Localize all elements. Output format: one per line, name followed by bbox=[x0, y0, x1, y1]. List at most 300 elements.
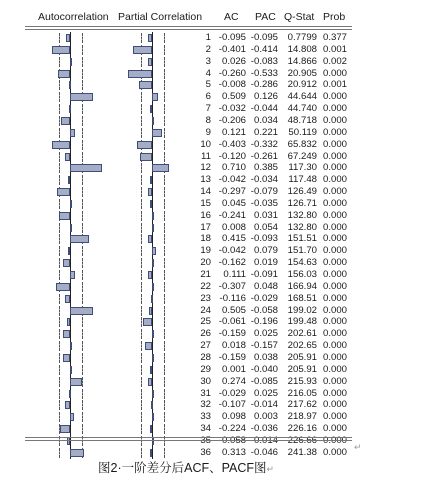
pac-bar bbox=[152, 212, 154, 220]
ac-bar bbox=[65, 401, 70, 409]
pac-value-cell: 0.014 bbox=[253, 434, 278, 446]
prob-cell: 0.000 bbox=[322, 411, 347, 423]
ac-bar bbox=[60, 425, 70, 433]
pac-value-cell: 0.019 bbox=[253, 257, 278, 269]
pac-confidence-lower bbox=[141, 377, 142, 387]
pac-value-cell: -0.040 bbox=[250, 363, 278, 375]
pac-confidence-lower bbox=[141, 306, 142, 316]
lag-cell: 28 bbox=[200, 351, 211, 363]
lag-cell: 21 bbox=[200, 269, 211, 280]
header-rule-bottom bbox=[25, 29, 352, 30]
pac-confidence-lower bbox=[141, 317, 142, 327]
ac-confidence-upper bbox=[82, 175, 83, 185]
table-row bbox=[25, 139, 352, 151]
prob-cell: 0.000 bbox=[322, 186, 347, 198]
ac-value-cell: 0.509 bbox=[221, 91, 246, 103]
pac-bar bbox=[133, 46, 152, 54]
prob-cell: 0.000 bbox=[322, 197, 347, 209]
table-row bbox=[25, 399, 352, 411]
ac-value-cell: -0.401 bbox=[218, 43, 246, 55]
pac-confidence-lower bbox=[141, 282, 142, 292]
ac-value-cell: -0.120 bbox=[218, 150, 246, 162]
pac-zero-line bbox=[152, 340, 153, 352]
q-stat-cell: 44.740 bbox=[287, 103, 317, 115]
q-stat-cell: 151.70 bbox=[287, 245, 317, 257]
pac-value-cell: -0.035 bbox=[250, 197, 278, 209]
pac-value-cell: -0.029 bbox=[250, 292, 278, 304]
table-row bbox=[25, 388, 352, 400]
ac-bar bbox=[65, 295, 70, 303]
prob-cell: 0.000 bbox=[322, 340, 347, 352]
pac-confidence-upper bbox=[164, 341, 165, 351]
ac-value-cell: -0.042 bbox=[218, 174, 246, 186]
pac-confidence-lower bbox=[141, 400, 142, 410]
ac-confidence-upper bbox=[82, 116, 83, 126]
pac-zero-line bbox=[152, 151, 153, 163]
pac-bar bbox=[149, 307, 152, 315]
ac-value-cell: -0.008 bbox=[218, 79, 246, 91]
ac-confidence-upper bbox=[82, 45, 83, 55]
q-stat-cell: 216.05 bbox=[287, 387, 317, 399]
ac-confidence-lower bbox=[59, 270, 60, 280]
pac-confidence-lower bbox=[141, 92, 142, 102]
pac-value-cell: -0.093 bbox=[250, 233, 278, 245]
ac-zero-line bbox=[70, 32, 71, 44]
pac-confidence-upper bbox=[164, 234, 165, 244]
ac-confidence-lower bbox=[59, 389, 60, 399]
pac-confidence-upper bbox=[164, 116, 165, 126]
prob-cell: 0.000 bbox=[322, 67, 347, 79]
pac-confidence-upper bbox=[164, 69, 165, 79]
pac-bar bbox=[148, 34, 152, 42]
table-row bbox=[25, 269, 352, 281]
prob-cell: 0.000 bbox=[322, 209, 347, 221]
table-row bbox=[25, 233, 352, 245]
pac-zero-line bbox=[152, 32, 153, 44]
ac-zero-line bbox=[70, 186, 71, 198]
ac-value-cell: 0.098 bbox=[221, 411, 246, 423]
ac-confidence-upper bbox=[82, 104, 83, 114]
pac-confidence-lower bbox=[141, 223, 142, 233]
pac-confidence-lower bbox=[141, 329, 142, 339]
pac-confidence-lower bbox=[141, 104, 142, 114]
pac-confidence-upper bbox=[164, 448, 165, 458]
lag-cell: 20 bbox=[200, 257, 211, 269]
prob-cell: 0.000 bbox=[322, 221, 347, 233]
q-stat-cell: 154.63 bbox=[287, 257, 317, 269]
ac-value-cell: 0.710 bbox=[221, 162, 246, 174]
pac-confidence-lower bbox=[141, 270, 142, 280]
lag-cell: 23 bbox=[200, 292, 211, 304]
ac-bar bbox=[69, 390, 71, 398]
pac-bar bbox=[151, 295, 153, 303]
ac-bar bbox=[65, 153, 70, 161]
prob-cell: 0.000 bbox=[322, 91, 347, 103]
lag-cell: 35 bbox=[200, 434, 211, 446]
ac-zero-line bbox=[70, 44, 71, 56]
ac-value-cell: 0.313 bbox=[221, 446, 246, 458]
pac-confidence-lower bbox=[141, 353, 142, 363]
pac-bar bbox=[151, 401, 153, 409]
pac-confidence-upper bbox=[164, 104, 165, 114]
ac-confidence-lower bbox=[59, 341, 60, 351]
pac-confidence-upper bbox=[164, 400, 165, 410]
pac-bar bbox=[150, 366, 152, 374]
table-row bbox=[25, 376, 352, 388]
ac-confidence-upper bbox=[82, 57, 83, 67]
prob-cell: 0.000 bbox=[322, 328, 347, 340]
ac-bar bbox=[70, 93, 93, 101]
lag-cell: 9 bbox=[205, 126, 211, 138]
ac-confidence-lower bbox=[59, 116, 60, 126]
pac-confidence-upper bbox=[164, 317, 165, 327]
pac-value-cell: 0.079 bbox=[253, 245, 278, 257]
pac-confidence-lower bbox=[141, 246, 142, 256]
pac-zero-line bbox=[152, 305, 153, 317]
ac-confidence-lower bbox=[59, 57, 60, 67]
ac-confidence-lower bbox=[59, 365, 60, 375]
pac-zero-line bbox=[152, 186, 153, 198]
pac-zero-line bbox=[152, 316, 153, 328]
table-row bbox=[25, 293, 352, 305]
ac-zero-line bbox=[70, 210, 71, 222]
prob-cell: 0.002 bbox=[322, 55, 347, 67]
ac-value-cell: -0.095 bbox=[218, 32, 246, 43]
q-stat-cell: 132.80 bbox=[287, 221, 317, 233]
prob-cell: 0.000 bbox=[322, 245, 347, 257]
ac-bar bbox=[52, 46, 70, 54]
ac-zero-line bbox=[70, 293, 71, 305]
pac-bar bbox=[148, 378, 152, 386]
pac-bar bbox=[148, 235, 152, 243]
pac-confidence-lower bbox=[141, 33, 142, 43]
pac-value-cell: 0.025 bbox=[253, 387, 278, 399]
pac-confidence-upper bbox=[164, 389, 165, 399]
table-row bbox=[25, 79, 352, 91]
pac-bar bbox=[152, 129, 162, 137]
ac-bar bbox=[69, 105, 71, 113]
ac-zero-line bbox=[70, 328, 71, 340]
table-row bbox=[25, 222, 352, 234]
ac-bar bbox=[57, 188, 70, 196]
ac-value-cell: 0.274 bbox=[221, 375, 246, 387]
paragraph-mark: ↵ bbox=[354, 442, 362, 452]
ac-zero-line bbox=[70, 68, 71, 80]
pac-confidence-upper bbox=[164, 92, 165, 102]
table-row bbox=[25, 257, 352, 269]
pac-bar bbox=[152, 390, 154, 398]
ac-confidence-lower bbox=[59, 329, 60, 339]
ac-confidence-upper bbox=[82, 282, 83, 292]
pac-confidence-lower bbox=[141, 294, 142, 304]
pac-bar bbox=[150, 200, 152, 208]
pac-zero-line bbox=[152, 68, 153, 80]
q-stat-cell: 20.905 bbox=[287, 67, 317, 79]
pac-value-cell: -0.286 bbox=[250, 79, 278, 91]
prob-cell: 0.000 bbox=[322, 363, 347, 375]
pac-confidence-upper bbox=[164, 282, 165, 292]
pac-confidence-lower bbox=[141, 187, 142, 197]
ac-value-cell: -0.159 bbox=[218, 328, 246, 340]
q-stat-cell: 67.249 bbox=[287, 150, 317, 162]
lag-cell: 32 bbox=[200, 399, 211, 411]
ac-confidence-lower bbox=[59, 234, 60, 244]
pac-bar bbox=[152, 117, 154, 125]
pac-confidence-lower bbox=[141, 199, 142, 209]
prob-cell: 0.000 bbox=[322, 434, 347, 446]
q-stat-cell: 241.38 bbox=[287, 446, 317, 458]
table-row bbox=[25, 174, 352, 186]
prob-cell: 0.000 bbox=[322, 126, 347, 138]
ac-bar bbox=[70, 58, 72, 66]
q-stat-cell: 132.80 bbox=[287, 209, 317, 221]
table-row bbox=[25, 340, 352, 352]
pac-bar bbox=[152, 247, 156, 255]
pac-confidence-upper bbox=[164, 140, 165, 150]
q-stat-cell: 218.97 bbox=[287, 411, 317, 423]
ac-zero-line bbox=[70, 399, 71, 411]
ac-zero-line bbox=[70, 423, 71, 435]
ac-value-cell: 0.505 bbox=[221, 304, 246, 316]
table-row bbox=[25, 162, 352, 174]
prob-cell: 0.000 bbox=[322, 162, 347, 174]
ac-zero-line bbox=[70, 316, 71, 328]
pac-bar bbox=[152, 413, 154, 421]
ac-bar bbox=[69, 81, 71, 89]
pac-bar bbox=[140, 153, 152, 161]
ac-confidence-upper bbox=[82, 80, 83, 90]
prob-cell: 0.001 bbox=[322, 79, 347, 91]
ac-value-cell: -0.260 bbox=[218, 67, 246, 79]
ac-value-cell: 0.008 bbox=[221, 221, 246, 233]
lag-cell: 8 bbox=[205, 114, 211, 126]
header-partial-correlation: Partial Correlation bbox=[118, 11, 203, 23]
ac-bar bbox=[70, 224, 72, 232]
ac-bar bbox=[56, 283, 70, 291]
prob-cell: 0.000 bbox=[322, 280, 347, 292]
table-row bbox=[25, 127, 352, 139]
table-row bbox=[25, 305, 352, 317]
pac-zero-line bbox=[152, 376, 153, 388]
pac-zero-line bbox=[152, 139, 153, 151]
ac-value-cell: -0.042 bbox=[218, 245, 246, 257]
ac-confidence-lower bbox=[59, 294, 60, 304]
q-stat-cell: 226.16 bbox=[287, 423, 317, 435]
pac-value-cell: -0.014 bbox=[250, 399, 278, 411]
ac-value-cell: -0.297 bbox=[218, 186, 246, 198]
ac-value-cell: -0.307 bbox=[218, 280, 246, 292]
pac-confidence-lower bbox=[141, 57, 142, 67]
ac-bar bbox=[63, 259, 70, 267]
pac-value-cell: 0.048 bbox=[253, 280, 278, 292]
pac-confidence-upper bbox=[164, 128, 165, 138]
pac-value-cell: 0.385 bbox=[253, 162, 278, 174]
pac-confidence-upper bbox=[164, 33, 165, 43]
header-ac: AC bbox=[224, 11, 239, 23]
ac-confidence-upper bbox=[82, 258, 83, 268]
prob-cell: 0.000 bbox=[322, 375, 347, 387]
ac-bar bbox=[70, 449, 84, 457]
header-q-stat: Q-Stat bbox=[284, 11, 315, 23]
ac-confidence-lower bbox=[59, 152, 60, 162]
pac-bar bbox=[152, 330, 154, 338]
ac-confidence-upper bbox=[82, 353, 83, 363]
lag-cell: 12 bbox=[200, 162, 211, 174]
q-stat-cell: 205.91 bbox=[287, 351, 317, 363]
ac-confidence-lower bbox=[59, 33, 60, 43]
table-row bbox=[25, 115, 352, 127]
lag-cell: 30 bbox=[200, 375, 211, 387]
pac-value-cell: -0.533 bbox=[250, 67, 278, 79]
pac-value-cell: 0.034 bbox=[253, 114, 278, 126]
table-row bbox=[25, 316, 352, 328]
q-stat-cell: 65.832 bbox=[287, 138, 317, 150]
ac-confidence-lower bbox=[59, 104, 60, 114]
ac-value-cell: 0.001 bbox=[221, 363, 246, 375]
table-row bbox=[25, 210, 352, 222]
pac-confidence-lower bbox=[141, 116, 142, 126]
lag-cell: 16 bbox=[200, 209, 211, 221]
table-row bbox=[25, 411, 352, 423]
prob-cell: 0.000 bbox=[322, 423, 347, 435]
prob-cell: 0.000 bbox=[322, 174, 347, 186]
lag-cell: 26 bbox=[200, 328, 211, 340]
ac-value-cell: 0.121 bbox=[221, 126, 246, 138]
ac-value-cell: -0.116 bbox=[219, 292, 246, 304]
q-stat-cell: 202.61 bbox=[287, 328, 317, 340]
prob-cell: 0.000 bbox=[322, 351, 347, 363]
q-stat-cell: 166.94 bbox=[287, 280, 317, 292]
ac-confidence-lower bbox=[59, 80, 60, 90]
pac-zero-line bbox=[152, 79, 153, 91]
ac-zero-line bbox=[70, 245, 71, 257]
pac-value-cell: 0.031 bbox=[253, 209, 278, 221]
table-row bbox=[25, 423, 352, 435]
lag-cell: 15 bbox=[200, 197, 211, 209]
ac-bar bbox=[68, 176, 70, 184]
ac-confidence-lower bbox=[59, 412, 60, 422]
pac-bar bbox=[148, 58, 152, 66]
ac-confidence-lower bbox=[59, 353, 60, 363]
lag-cell: 1 bbox=[205, 32, 211, 43]
pac-value-cell: -0.034 bbox=[250, 174, 278, 186]
ac-value-cell: -0.159 bbox=[218, 351, 246, 363]
ac-value-cell: 0.026 bbox=[221, 55, 246, 67]
ac-bar bbox=[52, 141, 70, 149]
lag-cell: 13 bbox=[200, 174, 211, 186]
pac-value-cell: -0.091 bbox=[250, 269, 278, 280]
table-row bbox=[25, 32, 352, 44]
lag-cell: 11 bbox=[201, 150, 211, 162]
lag-cell: 27 bbox=[200, 340, 211, 352]
ac-value-cell: 0.111 bbox=[223, 269, 246, 280]
ac-confidence-upper bbox=[82, 329, 83, 339]
ac-confidence-lower bbox=[59, 317, 60, 327]
q-stat-cell: 14.808 bbox=[287, 43, 317, 55]
prob-cell: 0.000 bbox=[322, 446, 347, 458]
pac-value-cell: -0.036 bbox=[250, 423, 278, 435]
pac-confidence-upper bbox=[164, 365, 165, 375]
pac-value-cell: -0.095 bbox=[250, 32, 278, 43]
pac-confidence-upper bbox=[164, 246, 165, 256]
prob-cell: 0.000 bbox=[322, 399, 347, 411]
prob-cell: 0.001 bbox=[322, 43, 347, 55]
table-row bbox=[25, 447, 352, 459]
ac-bar bbox=[66, 34, 70, 42]
table-row bbox=[25, 103, 352, 115]
q-stat-cell: 168.51 bbox=[287, 292, 317, 304]
q-stat-cell: 44.644 bbox=[287, 91, 317, 103]
ac-value-cell: -0.241 bbox=[218, 209, 246, 221]
ac-confidence-upper bbox=[82, 365, 83, 375]
ac-value-cell: -0.206 bbox=[218, 114, 246, 126]
pac-bar bbox=[148, 271, 152, 279]
table-row bbox=[25, 56, 352, 68]
ac-confidence-upper bbox=[82, 128, 83, 138]
table-row bbox=[25, 364, 352, 376]
lag-cell: 7 bbox=[205, 103, 211, 115]
ac-bar bbox=[70, 413, 74, 421]
ac-confidence-lower bbox=[59, 223, 60, 233]
correlogram-table bbox=[25, 7, 352, 458]
ac-confidence-upper bbox=[82, 317, 83, 327]
pac-value-cell: -0.058 bbox=[250, 304, 278, 316]
q-stat-cell: 226.66 bbox=[287, 434, 317, 446]
lag-cell: 4 bbox=[205, 67, 211, 79]
pac-zero-line bbox=[152, 447, 153, 459]
table-row bbox=[25, 151, 352, 163]
ac-bar bbox=[70, 235, 89, 243]
ac-bar bbox=[61, 117, 70, 125]
pac-bar bbox=[150, 425, 152, 433]
pac-confidence-upper bbox=[164, 353, 165, 363]
q-stat-cell: 117.48 bbox=[288, 174, 317, 186]
caption-paragraph-mark: ↵ bbox=[266, 464, 275, 474]
ac-bar bbox=[63, 330, 70, 338]
pac-bar bbox=[152, 224, 154, 232]
pac-confidence-lower bbox=[141, 211, 142, 221]
ac-bar bbox=[70, 307, 93, 315]
pac-confidence-upper bbox=[164, 258, 165, 268]
pac-confidence-upper bbox=[164, 412, 165, 422]
ac-bar bbox=[70, 378, 82, 386]
prob-cell: 0.000 bbox=[322, 269, 347, 280]
pac-value-cell: 0.038 bbox=[253, 351, 278, 363]
ac-confidence-upper bbox=[82, 140, 83, 150]
pac-bar bbox=[148, 188, 152, 196]
table-row bbox=[25, 245, 352, 257]
ac-value-cell: -0.403 bbox=[218, 138, 246, 150]
pac-value-cell: 0.054 bbox=[253, 221, 278, 233]
pac-value-cell: 0.025 bbox=[253, 328, 278, 340]
ac-value-cell: -0.107 bbox=[218, 399, 246, 411]
lag-cell: 19 bbox=[200, 245, 211, 257]
ac-confidence-upper bbox=[82, 152, 83, 162]
pac-bar bbox=[150, 176, 152, 184]
ac-value-cell: 0.415 bbox=[221, 233, 246, 245]
ac-confidence-lower bbox=[59, 199, 60, 209]
q-stat-cell: 156.03 bbox=[287, 269, 317, 280]
pac-confidence-lower bbox=[141, 448, 142, 458]
pac-bar bbox=[145, 342, 152, 350]
pac-confidence-lower bbox=[141, 234, 142, 244]
pac-zero-line bbox=[152, 233, 153, 245]
pac-confidence-upper bbox=[164, 187, 165, 197]
caption-text: 图2·一阶差分后ACF、PACF图 bbox=[98, 461, 267, 475]
ac-confidence-upper bbox=[82, 389, 83, 399]
lag-cell: 2 bbox=[205, 43, 211, 55]
ac-value-cell: -0.061 bbox=[218, 316, 246, 328]
